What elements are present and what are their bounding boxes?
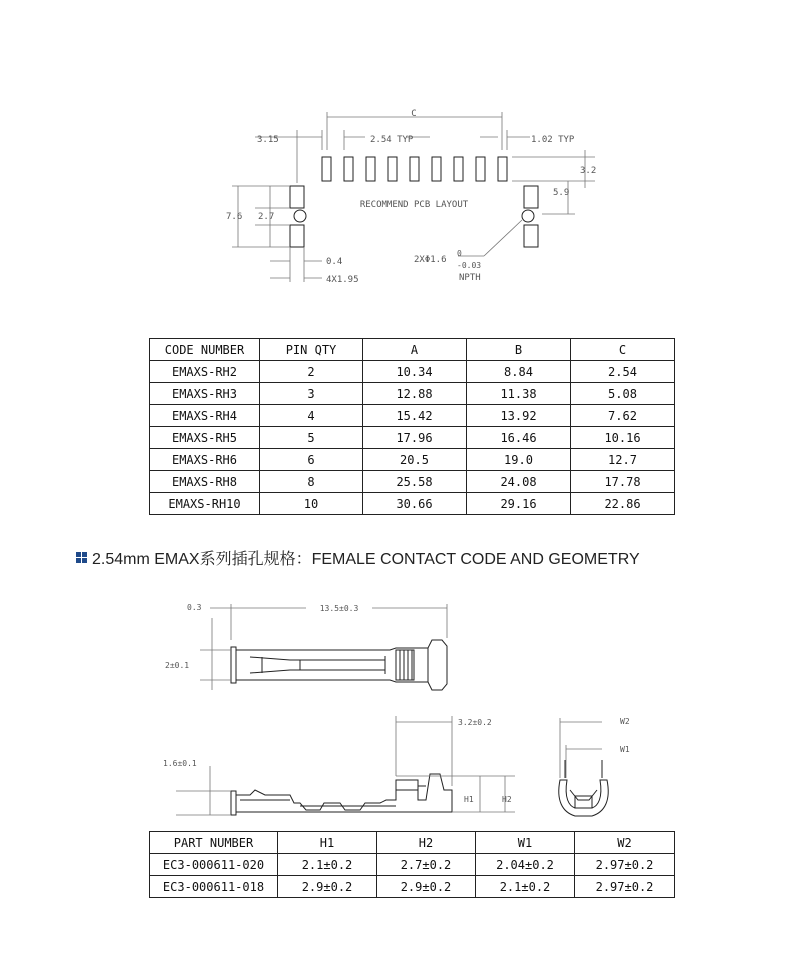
dim-5-9: 5.9 [553,188,570,198]
dim-7-6: 7.6 [226,212,243,222]
header-pin-qty: PIN QTY [260,339,363,361]
header-part-number: PART NUMBER [150,832,278,854]
table-row [150,876,675,898]
table-cell: 13.92 [467,405,571,427]
header-code-number: CODE NUMBER [150,339,260,361]
pcb-pin-pad [476,157,485,181]
dim-h1: H1 [464,795,474,804]
hole-tol-upper: 0 [457,249,462,258]
pcb-pin-pad [344,157,353,181]
table-row [150,493,675,515]
dim-w2: W2 [620,717,630,726]
dim-2: 2±0.1 [165,661,190,670]
table-cell: 19.0 [467,449,571,471]
table-row [150,405,675,427]
contact-top-view [231,647,236,683]
contact-side-view [231,791,236,815]
table-cell: 2 [260,361,363,383]
table-cell: 2.9±0.2 [377,876,476,898]
table-cell: 10.34 [363,361,467,383]
table-cell: 2.04±0.2 [476,854,575,876]
pcb-pin-pad [366,157,375,181]
pcb-layout-drawing [0,0,800,300]
table-cell: 11.38 [467,383,571,405]
table-cell: EMAXS-RH4 [150,405,260,427]
table-cell: 15.42 [363,405,467,427]
table-cell: 2.97±0.2 [575,854,675,876]
header-a: A [363,339,467,361]
table-cell: 20.5 [363,449,467,471]
table-cell: 8.84 [467,361,571,383]
hole-spec: 2XΦ1.6 [414,255,447,265]
pcb-npth-hole [294,210,306,222]
header-w2: W2 [575,832,675,854]
pcb-pin-pad [410,157,419,181]
table-cell: 22.86 [571,493,675,515]
pcb-mount-pad [524,186,538,208]
table-cell: 5 [260,427,363,449]
dim-h2: H2 [502,795,512,804]
table-cell: 3 [260,383,363,405]
pcb-pin-pad [454,157,463,181]
female-contact-drawing [0,595,800,827]
header-w1: W1 [476,832,575,854]
code-number-table [149,338,675,515]
header-h2: H2 [377,832,476,854]
dim-3-2: 3.2±0.2 [458,718,492,727]
pcb-pin-pad [498,157,507,181]
table-cell: 2.1±0.2 [278,854,377,876]
table-row [150,449,675,471]
table-row [150,361,675,383]
header-b: B [467,339,571,361]
table-cell: 25.58 [363,471,467,493]
table-cell: 12.88 [363,383,467,405]
table-cell: 17.78 [571,471,675,493]
blue-squares-icon [76,552,87,563]
section-title: 2.54mm EMAX系列插孔规格：FEMALE CONTACT CODE AND GEOMETRY [92,550,640,568]
table-row [150,854,675,876]
dim-3-2: 3.2 [580,166,597,176]
table-row [150,383,675,405]
pcb-mount-pad [524,225,538,247]
table-cell: 2.1±0.2 [476,876,575,898]
table-header-row [150,339,675,361]
table-cell: 16.46 [467,427,571,449]
dim-w1: W1 [620,745,630,754]
table-cell: EMAXS-RH6 [150,449,260,471]
table-cell: 10 [260,493,363,515]
table-cell: EC3-000611-020 [150,854,278,876]
dim-1-6: 1.6±0.1 [163,759,197,768]
dim-0-4: 0.4 [326,257,343,267]
contact-end-view [559,780,608,816]
part-number-table [149,831,675,898]
table-cell: EC3-000611-018 [150,876,278,898]
pcb-mount-pad [290,186,304,208]
table-cell: EMAXS-RH2 [150,361,260,383]
table-cell: 4 [260,405,363,427]
dim-c: C [411,109,417,119]
hole-tol-lower: -0.03 [457,261,482,270]
dim-2-54-typ: 2.54 TYP [370,135,414,145]
dim-1-02-typ: 1.02 TYP [531,135,575,145]
pcb-pin-pad [322,157,331,181]
pcb-mount-pad [290,225,304,247]
table-row [150,427,675,449]
table-cell: 17.96 [363,427,467,449]
pcb-npth-hole [522,210,534,222]
dim-0-3: 0.3 [187,603,202,612]
table-cell: EMAXS-RH5 [150,427,260,449]
pcb-pin-pad [432,157,441,181]
pcb-pin-pad [388,157,397,181]
dim-13-5: 13.5±0.3 [319,604,359,613]
table-cell: EMAXS-RH10 [150,493,260,515]
table-cell: 10.16 [571,427,675,449]
table-cell: 2.54 [571,361,675,383]
table-row [150,471,675,493]
header-c: C [571,339,675,361]
table-cell: 2.97±0.2 [575,876,675,898]
table-cell: 12.7 [571,449,675,471]
section-heading [76,546,640,568]
hole-npth: NPTH [459,273,481,283]
dim-3-15: 3.15 [257,135,279,145]
table-cell: 2.9±0.2 [278,876,377,898]
table-cell: EMAXS-RH3 [150,383,260,405]
table-header-row [150,832,675,854]
recommend-layout-label: RECOMMEND PCB LAYOUT [359,200,469,210]
table-cell: EMAXS-RH8 [150,471,260,493]
table-cell: 8 [260,471,363,493]
table-cell: 6 [260,449,363,471]
dim-4x1-95: 4X1.95 [326,275,359,285]
table-cell: 30.66 [363,493,467,515]
table-cell: 24.08 [467,471,571,493]
table-cell: 29.16 [467,493,571,515]
header-h1: H1 [278,832,377,854]
table-cell: 2.7±0.2 [377,854,476,876]
dim-2-7: 2.7 [258,212,275,222]
table-cell: 5.08 [571,383,675,405]
table-cell: 7.62 [571,405,675,427]
